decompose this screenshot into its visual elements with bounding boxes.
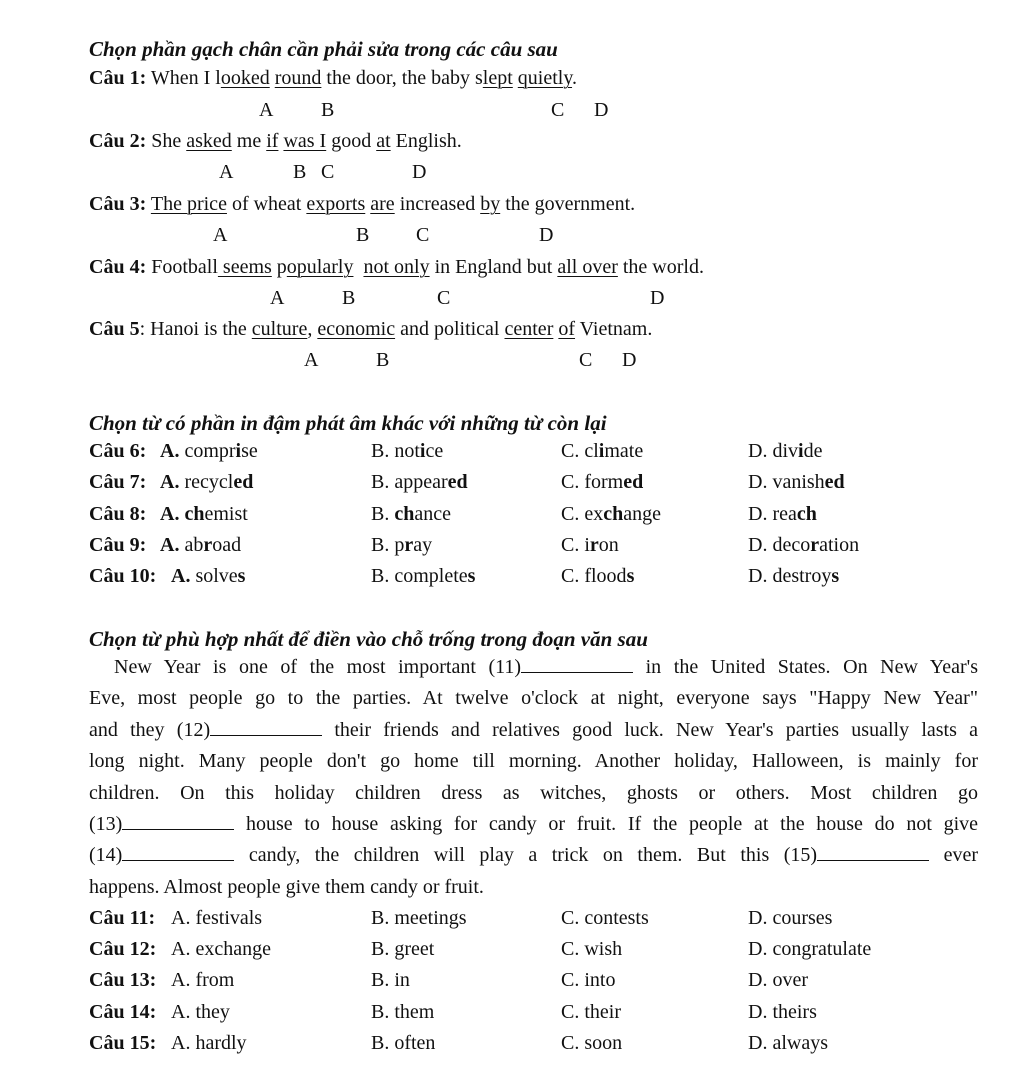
- word-part: p: [394, 534, 405, 556]
- option-prefix: A.: [160, 503, 180, 525]
- bold-sound: ed: [623, 471, 644, 493]
- option-c[interactable]: C. into: [561, 969, 616, 991]
- question-label: Câu 3:: [89, 193, 147, 215]
- word-part: ation: [819, 534, 860, 556]
- option-prefix: C.: [561, 503, 580, 525]
- blank-13: [122, 813, 234, 830]
- word-part: destroy: [772, 565, 832, 587]
- bold-sound: ed: [233, 471, 254, 493]
- underlined-part-b: opularly: [286, 256, 354, 278]
- option-b[interactable]: B. meetings: [371, 907, 467, 929]
- blank-14: [122, 844, 234, 861]
- word-part: ay: [413, 534, 433, 556]
- option-c[interactable]: [561, 441, 643, 461]
- question-label: Câu 5: [89, 318, 140, 340]
- bold-sound: s: [626, 565, 635, 587]
- passage-line: (13) house to house asking for candy or fruit. If the people at the house do not give: [89, 812, 978, 835]
- option-letter-b: B: [376, 349, 390, 371]
- bold-sound: i: [598, 440, 605, 462]
- option-prefix: A.: [160, 440, 180, 462]
- bold-sound: ch: [394, 503, 415, 525]
- underlined-part-c: lept: [482, 67, 513, 89]
- option-letter-b: B: [342, 287, 356, 309]
- underlined-part-a: The price: [150, 193, 227, 215]
- question-2: Câu 2: She asked me if was I good at English.: [89, 130, 462, 152]
- bold-sound: ch: [184, 503, 205, 525]
- underlined-part-c: are: [370, 193, 395, 215]
- cloze-question-11: [0, 908, 1024, 932]
- option-a[interactable]: [160, 535, 241, 555]
- underlined-part-b: economic: [317, 318, 396, 340]
- word-part: form: [584, 471, 624, 493]
- section-heading-error-identification: Chọn phần gạch chân cần phải sửa trong các câu sau: [89, 37, 558, 61]
- word-part: mate: [604, 440, 644, 462]
- option-d[interactable]: D. always: [748, 1032, 828, 1054]
- underlined-part-d: of: [558, 318, 576, 340]
- cloze-question-12: [0, 939, 1024, 963]
- bold-sound: ch: [603, 503, 624, 525]
- word-part: deco: [772, 534, 811, 556]
- section-heading-pronunciation: Chọn từ có phần in đậm phát âm khác với những từ còn lại: [89, 411, 607, 435]
- option-a[interactable]: [160, 472, 253, 492]
- word-part: flood: [584, 565, 627, 587]
- section-heading-cloze: Chọn từ phù hợp nhất để điền vào chỗ trống trong đoạn văn sau: [89, 627, 648, 651]
- bold-sound: ed: [824, 471, 845, 493]
- underlined-part-b: exports: [306, 193, 366, 215]
- cloze-question-14: [0, 1002, 1024, 1026]
- word-part: cl: [584, 440, 599, 462]
- option-prefix: C.: [561, 440, 580, 462]
- bold-sound: r: [404, 534, 414, 556]
- underlined-part-a: asked: [186, 130, 232, 152]
- option-prefix: A.: [171, 565, 191, 587]
- question-label: Câu 13:: [89, 969, 157, 991]
- option-prefix: B.: [371, 565, 390, 587]
- option-c[interactable]: [561, 566, 634, 586]
- word-part: compr: [184, 440, 236, 462]
- underlined-part-d: at: [376, 130, 391, 152]
- cloze-passage: [89, 652, 978, 903]
- option-letter-c: C: [579, 349, 593, 371]
- bold-sound: s: [237, 565, 246, 587]
- option-letter-a: A: [270, 287, 285, 309]
- option-letter-a: A: [304, 349, 319, 371]
- passage-line: children. On this holiday children dress as witches, ghosts or others. Most children go: [89, 781, 978, 804]
- bold-sound: i: [235, 440, 242, 462]
- passage-line: and they (12) their friends and relatives good luck. New Year's parties usually lasts a: [89, 718, 978, 741]
- pronunciation-question-7: [0, 472, 1024, 496]
- option-a[interactable]: A. exchange: [171, 938, 271, 960]
- option-d[interactable]: D. over: [748, 969, 808, 991]
- option-b[interactable]: [371, 566, 475, 586]
- bold-sound: i: [419, 440, 426, 462]
- bold-sound: s: [467, 565, 476, 587]
- option-b[interactable]: B. in: [371, 969, 410, 991]
- option-letter-c: C: [321, 161, 335, 183]
- cloze-question-13: [0, 970, 1024, 994]
- pronunciation-question-9: [0, 535, 1024, 559]
- word-part: complete: [394, 565, 468, 587]
- option-a[interactable]: A. from: [171, 969, 235, 991]
- blank-12: [210, 719, 322, 736]
- word-part: ex: [584, 503, 604, 525]
- question-label: Câu 11:: [89, 907, 156, 929]
- option-letter-d: D: [622, 349, 637, 371]
- option-letter-b: B: [293, 161, 307, 183]
- bold-sound: r: [203, 534, 213, 556]
- question-label: Câu 2:: [89, 130, 147, 152]
- option-letter-c: C: [416, 224, 430, 246]
- option-d[interactable]: [748, 441, 822, 461]
- passage-line: long night. Many people don't go home till morning. Another holiday, Halloween, is mainly for: [89, 750, 978, 773]
- underlined-part-d: quietly: [517, 67, 573, 89]
- question-label: Câu 12:: [89, 938, 157, 960]
- question-label: Câu 6:: [89, 440, 147, 462]
- option-prefix: D.: [748, 471, 768, 493]
- option-d[interactable]: D. theirs: [748, 1001, 817, 1023]
- option-c[interactable]: [561, 472, 643, 492]
- passage-line: Eve, most people go to the parties. At twelve o'clock at night, everyone says "Happy New Year": [89, 687, 978, 710]
- word-part: div: [772, 440, 799, 462]
- option-prefix: D.: [748, 503, 768, 525]
- option-letter-d: D: [412, 161, 427, 183]
- option-a[interactable]: [160, 504, 248, 524]
- question-label: Câu 14:: [89, 1001, 157, 1023]
- option-prefix: C.: [561, 471, 580, 493]
- option-d[interactable]: D. courses: [748, 907, 833, 929]
- underlined-part-a: seems: [217, 256, 272, 278]
- word-part: on: [598, 534, 619, 556]
- cloze-question-15: [0, 1033, 1024, 1057]
- word-part: ange: [623, 503, 661, 525]
- option-d[interactable]: D. congratulate: [748, 938, 872, 960]
- option-prefix: C.: [561, 565, 580, 587]
- option-letter-c: C: [437, 287, 451, 309]
- word-part: emist: [204, 503, 248, 525]
- word-part: de: [803, 440, 823, 462]
- question-4: Câu 4: Football seems popularly not only in England but all over the world.: [89, 256, 704, 278]
- word-part: ce: [425, 440, 444, 462]
- option-prefix: B.: [371, 503, 390, 525]
- option-b[interactable]: [371, 441, 443, 461]
- option-b[interactable]: [371, 472, 468, 492]
- question-5: Câu 5: Hanoi is the culture, economic and political center of Vietnam.: [89, 318, 653, 340]
- option-c[interactable]: C. contests: [561, 907, 649, 929]
- question-label: Câu 8:: [89, 503, 147, 525]
- option-prefix: D.: [748, 565, 768, 587]
- option-a[interactable]: A. they: [171, 1001, 230, 1023]
- underlined-part-d: all over: [557, 256, 618, 278]
- option-prefix: A.: [160, 471, 180, 493]
- bold-sound: i: [798, 440, 804, 462]
- option-b[interactable]: B. them: [371, 1001, 435, 1023]
- option-b[interactable]: B. greet: [371, 938, 435, 960]
- option-b[interactable]: [371, 535, 432, 555]
- option-prefix: A.: [160, 534, 180, 556]
- pronunciation-question-6: [0, 441, 1024, 465]
- word-part: ance: [414, 503, 451, 525]
- option-prefix: D.: [748, 534, 768, 556]
- option-b[interactable]: B. often: [371, 1032, 436, 1054]
- option-c[interactable]: C. soon: [561, 1032, 623, 1054]
- word-part: oad: [212, 534, 242, 556]
- word-part: not: [394, 440, 420, 462]
- option-a[interactable]: [160, 441, 258, 461]
- option-prefix: B.: [371, 471, 390, 493]
- underlined-part-c: center: [504, 318, 554, 340]
- option-d[interactable]: [748, 504, 817, 524]
- option-a[interactable]: A. festivals: [171, 907, 263, 929]
- pronunciation-question-10: [0, 566, 1024, 590]
- option-d[interactable]: [748, 566, 839, 586]
- option-letter-d: D: [594, 99, 609, 121]
- question-3: Câu 3: The price of wheat exports are increased by the government.: [89, 193, 636, 215]
- blank-15: [817, 844, 929, 861]
- question-label: Câu 4:: [89, 256, 147, 278]
- option-c[interactable]: C. wish: [561, 938, 623, 960]
- underlined-part-c: was I: [283, 130, 327, 152]
- bold-sound: r: [810, 534, 820, 556]
- question-label: Câu 15:: [89, 1032, 157, 1054]
- word-part: se: [241, 440, 258, 462]
- option-letter-c: C: [551, 99, 565, 121]
- option-d[interactable]: [748, 535, 859, 555]
- question-1: Câu 1: When I looked round the door, the baby slept quietly.: [89, 67, 578, 89]
- bold-sound: s: [831, 565, 840, 587]
- word-part: vanish: [772, 471, 825, 493]
- option-prefix: C.: [561, 534, 580, 556]
- underlined-part-a: ooked: [220, 67, 270, 89]
- word-part: i: [584, 534, 590, 556]
- word-part: solve: [195, 565, 238, 587]
- option-c[interactable]: [561, 504, 661, 524]
- option-a[interactable]: A. hardly: [171, 1032, 247, 1054]
- pronunciation-question-8: [0, 504, 1024, 528]
- question-label: Câu 10:: [89, 565, 157, 587]
- option-prefix: B.: [371, 440, 390, 462]
- option-a[interactable]: [171, 566, 245, 586]
- passage-line: (14) candy, the children will play a trick on them. But this (15) ever: [89, 844, 979, 867]
- option-letter-a: A: [219, 161, 234, 183]
- word-part: rea: [772, 503, 797, 525]
- underlined-part-b: round: [274, 67, 322, 89]
- question-label: Câu 7:: [89, 471, 147, 493]
- bold-sound: ch: [796, 503, 817, 525]
- option-c[interactable]: [561, 535, 619, 555]
- option-c[interactable]: C. their: [561, 1001, 621, 1023]
- underlined-part-b: if: [266, 130, 279, 152]
- underlined-part-c: not only: [363, 256, 430, 278]
- option-letter-b: B: [356, 224, 370, 246]
- question-label: Câu 1:: [89, 67, 147, 89]
- word-part: recycl: [184, 471, 234, 493]
- blank-11: [521, 656, 633, 673]
- underlined-part-a: culture: [251, 318, 308, 340]
- word-part: ab: [184, 534, 204, 556]
- option-prefix: D.: [748, 440, 768, 462]
- bold-sound: r: [589, 534, 599, 556]
- option-letter-a: A: [213, 224, 228, 246]
- option-letter-a: A: [259, 99, 274, 121]
- word-part: appear: [394, 471, 448, 493]
- passage-line: New Year is one of the most important (11) in the United States. On New Year's: [114, 656, 978, 678]
- bold-sound: ed: [447, 471, 468, 493]
- option-prefix: B.: [371, 534, 390, 556]
- option-letter-d: D: [539, 224, 554, 246]
- option-letter-b: B: [321, 99, 335, 121]
- option-letter-d: D: [650, 287, 665, 309]
- option-b[interactable]: [371, 504, 451, 524]
- option-d[interactable]: [748, 472, 845, 492]
- underlined-part-d: by: [480, 193, 501, 215]
- passage-line: happens. Almost people give them candy or fruit.: [89, 875, 484, 898]
- question-label: Câu 9:: [89, 534, 147, 556]
